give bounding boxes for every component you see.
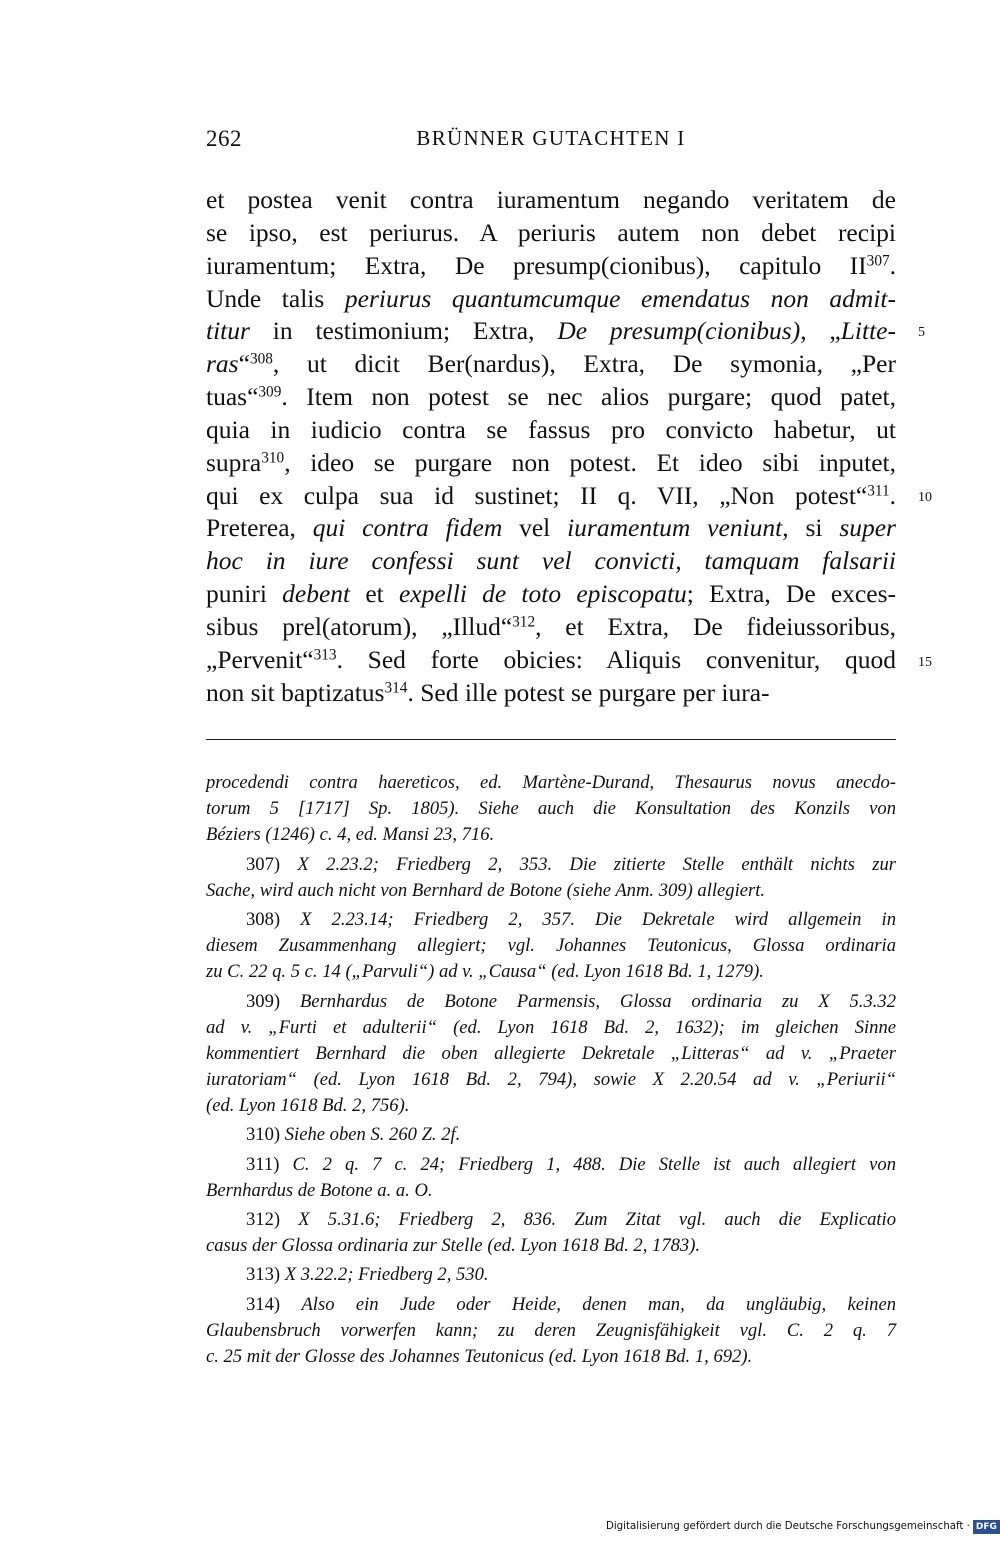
- text-run: . Item non potest se nec alios purgare; quod patet,: [281, 382, 896, 412]
- text-run: qui ex culpa sua id sustinet; II q. VII, „Non potest“: [206, 480, 868, 510]
- text-run: supra: [206, 447, 262, 477]
- text-line: [206, 480, 896, 513]
- footnote-line: [206, 796, 896, 822]
- text-run: 313): [246, 1264, 285, 1286]
- text-run: . Sed ille potest se purgare per iura-: [407, 677, 770, 707]
- footnote-ref: 314: [384, 679, 408, 697]
- text-line: [206, 250, 896, 283]
- credit-text: Digitalisierung gefördert durch die Deutsche Forschungsgemeinschaft ·: [606, 1521, 970, 1532]
- text-run: , si: [782, 513, 840, 543]
- footnote-line: [206, 1233, 896, 1259]
- text-run: et postea venit contra iuramentum negando veritatem de: [206, 185, 896, 214]
- italic-text: debent: [282, 579, 351, 609]
- footnote-ref: 309: [258, 383, 282, 401]
- footnote-line: [206, 1292, 896, 1318]
- footnote: [206, 852, 896, 904]
- text-run: “: [238, 349, 250, 379]
- footnote-line: [206, 852, 896, 878]
- text-run: sibus prel(atorum), „Illud“: [206, 611, 513, 641]
- footnote-line: [206, 878, 896, 904]
- italic-text: Litte-: [840, 316, 896, 346]
- text-run: Preterea,: [206, 513, 313, 543]
- footnote: [206, 770, 896, 849]
- text-line: [206, 283, 896, 316]
- italic-text: Béziers (1246) c. 4, ed. Mansi 23, 716.: [206, 824, 495, 846]
- italic-text: procedendi contra haereticos, ed. Martène-Durand, Thesaurus novus anecdo-: [206, 772, 896, 793]
- footnote: [206, 1292, 896, 1371]
- text-run: , ideo se purgare non potest. Et ideo sibi inputet,: [284, 447, 896, 477]
- text-line: [206, 414, 896, 447]
- italic-text: iuratoriam“ (ed. Lyon 1618 Bd. 2, 794), sowie X 2.20.54 ad v. „Periurii“: [206, 1069, 896, 1091]
- text-run: non sit baptizatus: [206, 677, 385, 707]
- footnote-line: [206, 1093, 896, 1119]
- footnote-line: [206, 822, 896, 848]
- text-run: 314): [246, 1293, 302, 1315]
- italic-text: ras: [206, 349, 239, 379]
- footnote-line: [206, 989, 896, 1015]
- footnote-ref: 311: [867, 482, 890, 500]
- italic-text: hoc in iure confessi sunt vel convicti, tamquam falsarii: [206, 546, 896, 576]
- italic-text: C. 2 q. 7 c. 24; Friedberg 1, 488. Die Stelle ist auch allegiert von: [292, 1153, 897, 1175]
- text-run: Unde talis: [206, 283, 345, 313]
- text-run: tuas“: [206, 382, 259, 412]
- text-line: [206, 545, 896, 578]
- text-run: iuramentum; Extra, De presump(cionibus), capitulo II: [206, 250, 867, 280]
- italic-text: casus der Glossa ordinaria zur Stelle (ed. Lyon 1618 Bd. 2, 1783).: [206, 1235, 701, 1257]
- italic-text: X 5.31.6; Friedberg 2, 836. Zum Zitat vgl. auch die Explicatio: [298, 1209, 897, 1230]
- text-line: [206, 578, 896, 611]
- footnote-line: [206, 1344, 896, 1370]
- text-run: .: [889, 480, 896, 510]
- italic-text: qui contra fidem: [312, 513, 503, 543]
- footnote-ref: 312: [512, 613, 536, 631]
- footnote-line: [206, 1067, 896, 1093]
- line-number: 10: [918, 490, 932, 505]
- footnote-line: [206, 907, 896, 933]
- text-run: 308): [246, 908, 301, 930]
- italic-text: De presump(cionibus): [557, 316, 801, 346]
- page-number: 262: [206, 126, 242, 151]
- footnote: [206, 1152, 896, 1204]
- italic-text: zu C. 22 q. 5 c. 14 („Parvuli“) ad v. „Causa“ (ed. Lyon 1618 Bd. 1, 1279).: [206, 961, 764, 983]
- text-run: 309): [246, 990, 300, 1012]
- text-run: . Sed forte obicies: Aliquis convenitur, quod: [336, 644, 896, 674]
- text-run: „Pervenit“: [206, 644, 314, 674]
- text-run: , „: [800, 316, 841, 346]
- italic-text: super: [839, 513, 896, 543]
- italic-text: torum 5 [1717] Sp. 1805). Siehe auch die Konsultation des Konzils von: [206, 798, 896, 820]
- footnote-ref: 310: [261, 449, 285, 467]
- italic-text: Also ein Jude oder Heide, denen man, da ungläubig, keinen: [301, 1293, 896, 1315]
- text-run: vel: [502, 513, 568, 543]
- footnote-ref: 313: [313, 646, 337, 664]
- page-header: [206, 126, 896, 162]
- text-run: et: [350, 579, 399, 609]
- italic-text: X 3.22.2; Friedberg 2, 530.: [284, 1264, 489, 1286]
- footnote: [206, 1262, 896, 1288]
- text-run: , ut dicit Ber(nardus), Extra, De symonia, „Per: [272, 349, 896, 379]
- italic-text: Sache, wird auch nicht von Bernhard de Botone (siehe Anm. 309) allegiert.: [206, 879, 766, 901]
- running-title: BRÜNNER GUTACHTEN I: [416, 126, 686, 150]
- text-line: [206, 348, 896, 381]
- footnote-line: [206, 1152, 896, 1178]
- line-number: 5: [918, 325, 925, 340]
- italic-text: c. 25 mit der Glosse des Johannes Teutonicus (ed. Lyon 1618 Bd. 1, 692).: [206, 1345, 753, 1367]
- italic-text: expelli de toto episcopatu: [398, 579, 687, 609]
- text-run: , et Extra, De fideiussoribus,: [535, 611, 896, 641]
- italic-text: ad v. „Furti et adulterii“ (ed. Lyon 1618 Bd. 2, 1632); im gleichen Sinne: [206, 1016, 896, 1038]
- text-run: quia in iudicio contra se fassus pro convicto habetur, ut: [206, 414, 896, 444]
- text-line: [206, 217, 896, 250]
- italic-text: periurus quantumcumque emendatus non admit-: [344, 283, 896, 313]
- text-line: [206, 611, 896, 644]
- footnote: [206, 1207, 896, 1259]
- footnote-line: [206, 1041, 896, 1067]
- text-line: [206, 447, 896, 480]
- italic-text: diesem Zusammenhang allegiert; vgl. Johannes Teutonicus, Glossa ordinaria: [206, 935, 896, 957]
- text-run: 310): [246, 1124, 285, 1146]
- text-run: .: [889, 250, 896, 280]
- text-line: [206, 677, 896, 710]
- text-line: [206, 512, 896, 545]
- italic-text: Glaubensbruch vorwerfen kann; zu deren Zeugnisfähigkeit vgl. C. 2 q. 7: [206, 1319, 896, 1341]
- text-line: [206, 315, 896, 348]
- footnote-ref: 308: [249, 350, 273, 368]
- footnote-line: [206, 1122, 896, 1148]
- italic-text: X 2.23.14; Friedberg 2, 357. Die Dekretale wird allgemein in: [300, 908, 896, 930]
- italic-text: X 2.23.2; Friedberg 2, 353. Die zitierte Stelle enthält nichts zur: [297, 853, 896, 875]
- text-run: 311): [246, 1153, 293, 1175]
- footnote-line: [206, 1262, 896, 1288]
- italic-text: Bernhardus de Botone a. a. O.: [206, 1179, 433, 1201]
- footnote-line: [206, 959, 896, 985]
- digitization-credit: [606, 1518, 997, 1536]
- footnote-separator: [206, 739, 896, 740]
- italic-text: Bernhardus de Botone Parmensis, Glossa ordinaria zu X 5.3.32: [299, 990, 896, 1012]
- text-run: in testimonium; Extra,: [249, 316, 558, 346]
- text-line: [206, 184, 896, 217]
- footnote-line: [206, 1015, 896, 1041]
- footnote-line: [206, 933, 896, 959]
- text-run: puniri: [206, 579, 283, 609]
- footnote-line: [206, 770, 896, 796]
- footnote: [206, 1122, 896, 1148]
- text-line: [206, 644, 896, 677]
- main-text: [206, 184, 896, 710]
- footnote: [206, 907, 896, 986]
- text-run: 307): [246, 853, 298, 875]
- text-run: 312): [246, 1209, 299, 1230]
- italic-text: Siehe oben S. 260 Z. 2f.: [284, 1124, 461, 1146]
- footnote-line: [206, 1318, 896, 1344]
- footnote-ref: 307: [866, 252, 890, 270]
- footnote-line: [206, 1207, 896, 1233]
- text-run: ; Extra, De exces-: [686, 579, 896, 609]
- text-line: [206, 381, 896, 414]
- footnote-line: [206, 1178, 896, 1204]
- italic-text: iuramentum veniunt: [567, 513, 783, 543]
- text-run: se ipso, est periurus. A periuris autem non debet recipi: [206, 217, 896, 247]
- line-number: 15: [918, 655, 932, 670]
- footnote: [206, 989, 896, 1120]
- footnotes: [206, 770, 896, 1370]
- italic-text: (ed. Lyon 1618 Bd. 2, 756).: [206, 1095, 410, 1117]
- italic-text: kommentiert Bernhard die oben allegierte Dekretale „Litteras“ ad v. „Praeter: [206, 1042, 896, 1064]
- italic-text: titur: [206, 316, 250, 346]
- dfg-logo: DFG: [973, 1520, 1000, 1534]
